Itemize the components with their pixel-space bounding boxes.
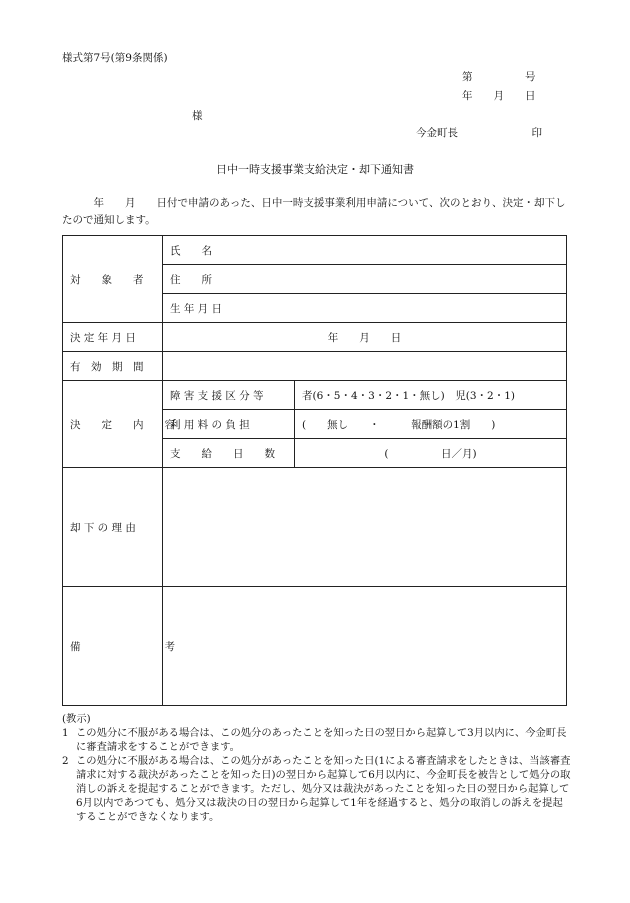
validity-label: 有 効 期 間 (63, 352, 163, 381)
fee-label: 利 用 料 の 負 担 (163, 410, 295, 439)
note-text: この処分に不服がある場合は、この処分があったことを知った日(1による審査請求をしたときは、当該審査請求に対する裁決があったことを知った日)の翌日から起算して6月以内に、今金町長を被告として処分の取消しの訴えを提起することができます。ただし、処分又は裁決があったことを知った日の翌日から起算して6月以内であつても、処分又は裁決の日の翌日から起算して1年を経過すると、処分の取消しの訴えを提起することができなくなります。 (76, 755, 571, 823)
disability-class-value: 者(6・5・4・3・2・1・無し) 児(3・2・1) (295, 381, 567, 410)
validity-value (163, 352, 567, 381)
decision-content-label: 決 定 内 容 (63, 381, 163, 468)
fee-value: ( 無し ・ 報酬額の1割 ) (295, 410, 567, 439)
address-row (163, 265, 567, 294)
issuer-seal-line: 今金町長 印 (416, 127, 542, 139)
name-row (163, 236, 567, 265)
subject-label: 対 象 者 (63, 236, 163, 323)
decision-table (62, 235, 567, 706)
disability-class-label: 障 害 支 援 区 分 等 (163, 381, 295, 410)
remarks-value (163, 587, 567, 706)
address-label: 住 所 (170, 273, 212, 286)
days-label: 支 給 日 数 (163, 439, 295, 468)
name-label: 氏 名 (170, 244, 212, 257)
issue-date-line: 年 月 日 (462, 90, 536, 102)
rejection-value (163, 468, 567, 587)
addressee: 様 (192, 110, 203, 122)
birthdate-label: 生 年 月 日 (170, 302, 223, 315)
note-number: 1 (62, 727, 69, 739)
intro-paragraph: 年 月 日付で申請のあった、日中一時支援事業利用申請について、次のとおり、決定・却下したので通知します。 (62, 197, 566, 226)
birthdate-row (163, 294, 567, 323)
instruction-notes (62, 712, 572, 824)
days-value: ( 日／月) (295, 439, 567, 468)
note-item (62, 726, 572, 754)
decision-date-value: 年 月 日 (163, 323, 567, 352)
rejection-label: 却 下 の 理 由 (63, 468, 163, 587)
document-number-line: 第 号 (462, 71, 536, 83)
note-item (62, 754, 572, 824)
document-title: 日中一時支援事業支給決定・却下通知書 (216, 163, 414, 176)
remarks-label: 備 考 (63, 587, 163, 706)
note-number: 2 (62, 755, 69, 767)
form-number: 様式第7号(第9条関係) (62, 52, 168, 64)
notes-heading: (教示) (62, 713, 91, 725)
note-text: この処分に不服がある場合は、この処分のあったことを知った日の翌日から起算して3月以内に、今金町長に審査請求をすることができます。 (76, 727, 567, 753)
decision-date-label: 決 定 年 月 日 (63, 323, 163, 352)
